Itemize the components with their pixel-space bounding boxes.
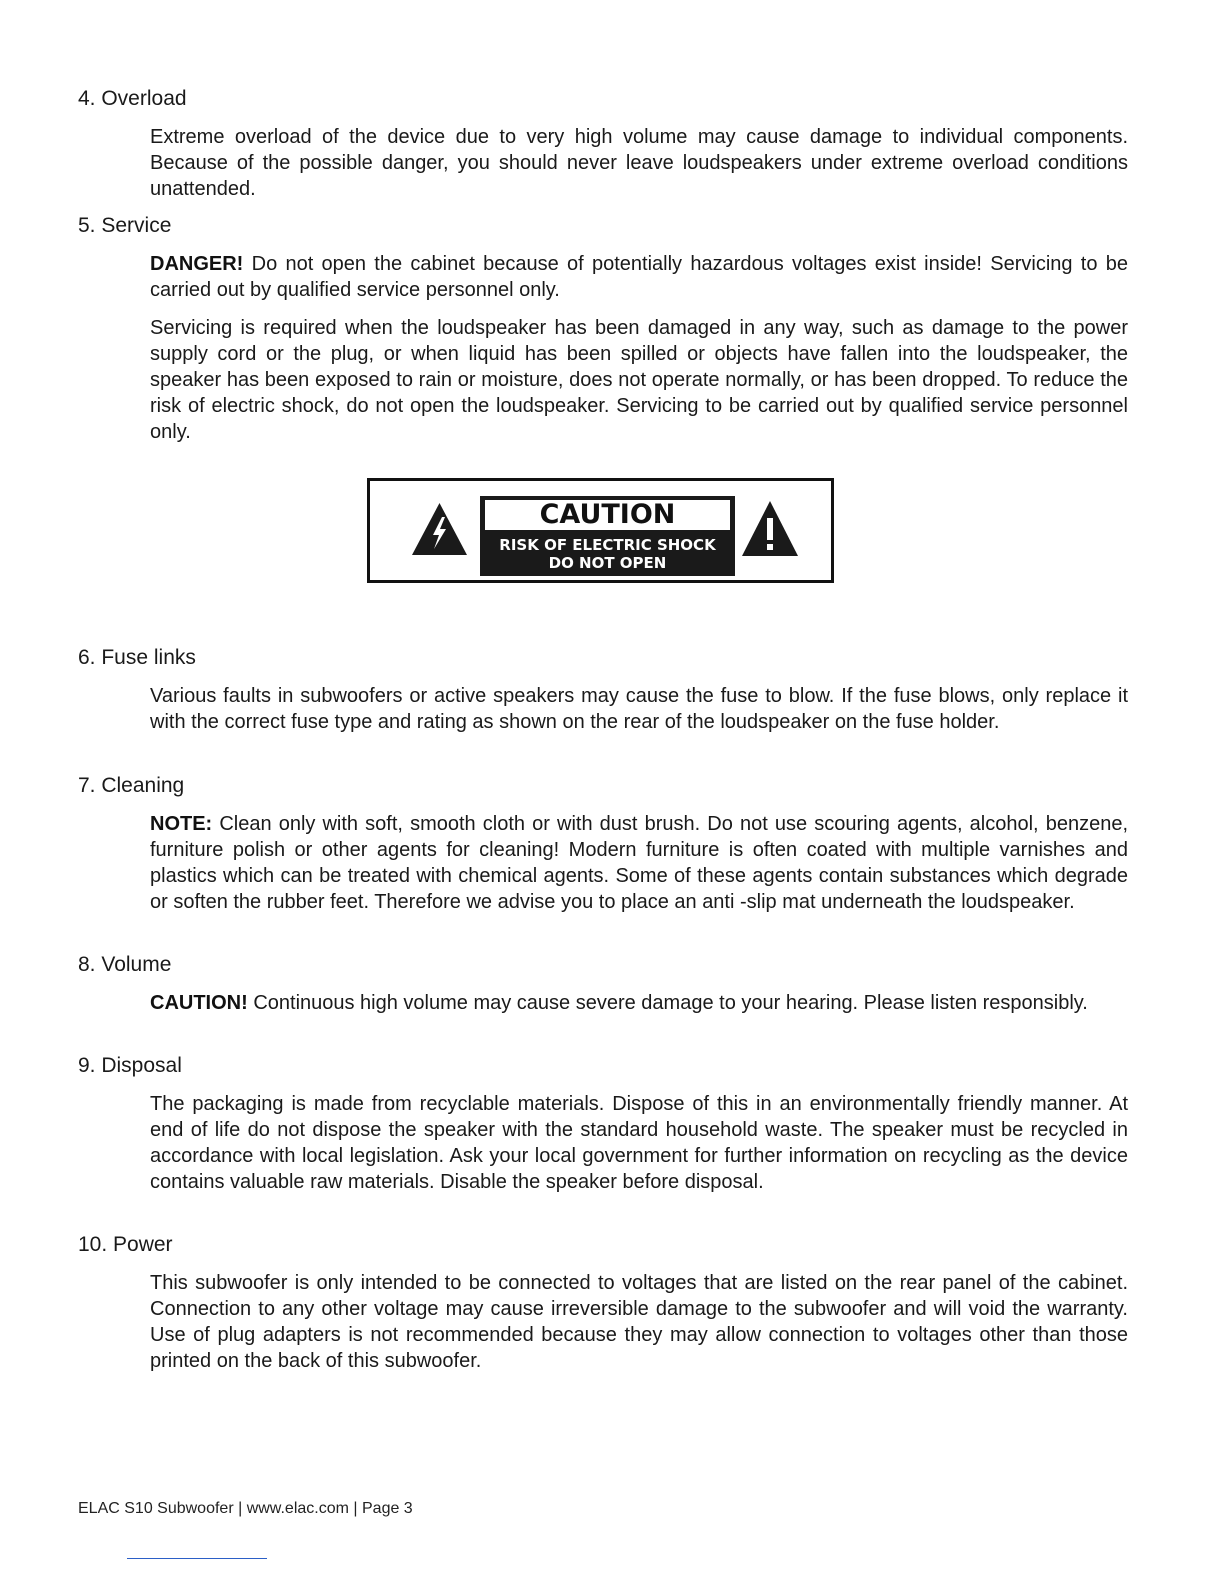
overload-text: Extreme overload of the device due to very high volume may cause damage to individual components. Because of the possible danger, you should never leave loudspeakers under extreme overload conditions unattended. <box>150 126 1128 200</box>
danger-lead: DANGER! <box>150 253 244 275</box>
fuse-links-paragraph <box>150 683 1128 735</box>
service-paragraph <box>150 315 1128 445</box>
volume-paragraph <box>150 990 1128 1016</box>
caution-line-1: RISK OF ELECTRIC SHOCK <box>499 536 716 554</box>
section-title-volume: 8. Volume <box>78 953 172 976</box>
cleaning-paragraph <box>150 811 1128 915</box>
caution-label <box>367 478 834 583</box>
section-title-cleaning: 7. Cleaning <box>78 774 185 797</box>
volume-text: Continuous high volume may cause severe damage to your hearing. Please listen responsibly. <box>247 992 1088 1014</box>
power-paragraph <box>150 1270 1128 1374</box>
section-title-overload: 4. Overload <box>78 87 187 110</box>
caution-title: CAUTION <box>485 500 730 530</box>
disposal-text: The packaging is made from recyclable materials. Dispose of this in an environmentally friendly manner. At end of life do not dispose the speaker with the standard household waste. The speaker must be recycled in accordance with local legislation. Ask your local government for further information on recycling as the device contains valuable raw materials. Disable the speaker before disposal. <box>150 1093 1128 1193</box>
section-title-disposal: 9. Disposal <box>78 1054 182 1077</box>
power-text: This subwoofer is only intended to be connected to voltages that are listed on the rear panel of the cabinet. Connection to any other voltage may cause irreversible damage to the subwoofer and will void the warranty. Use of plug adapters is not recommended because they may allow connection to voltages other than those printed on the back of this subwoofer. <box>150 1272 1128 1372</box>
cleaning-text: Clean only with soft, smooth cloth or with dust brush. Do not use scouring agents, alcohol, benzene, furniture polish or other agents for cleaning! Modern furniture is often coated with multiple varnishes and plastics which can be treated with chemical agents. Some of these agents contain substances which degrade or soften the rubber feet. Therefore we advise you to place an anti -slip mat underneath the loudspeaker. <box>150 813 1128 913</box>
footer-divider <box>127 1558 267 1559</box>
service-text: Servicing is required when the loudspeaker has been damaged in any way, such as damage to the power supply cord or the plug, or when liquid has been spilled or objects have fallen into the loudspeaker, the speaker has been exposed to rain or moisture, does not operate normally, or has been dropped. To reduce the risk of electric shock, do not open the loudspeaker. Servicing to be carried out by qualified service personnel only. <box>150 317 1128 443</box>
note-lead: NOTE: <box>150 813 213 835</box>
fuse-links-text: Various faults in subwoofers or active speakers may cause the fuse to blow. If the fuse blows, only replace it with the correct fuse type and rating as shown on the rear of the loudspeaker on the fuse holder. <box>150 685 1128 733</box>
section-title-service: 5. Service <box>78 214 172 237</box>
section-title-fuse-links: 6. Fuse links <box>78 646 196 669</box>
disposal-paragraph <box>150 1091 1128 1195</box>
caution-lead: CAUTION! <box>150 992 248 1014</box>
caution-line-2: DO NOT OPEN <box>548 554 667 572</box>
exclamation-warning-icon <box>742 501 798 556</box>
caution-panel <box>480 496 735 576</box>
lightning-warning-icon <box>412 503 467 555</box>
section-title-power: 10. Power <box>78 1233 173 1256</box>
page-footer: ELAC S10 Subwoofer | www.elac.com | Page 3 <box>78 1500 413 1517</box>
service-danger-text: Do not open the cabinet because of potentially hazardous voltages exist inside! Servicing to be carried out by qualified service personnel only. <box>150 253 1128 301</box>
overload-paragraph <box>150 124 1128 202</box>
service-danger-paragraph <box>150 251 1128 303</box>
